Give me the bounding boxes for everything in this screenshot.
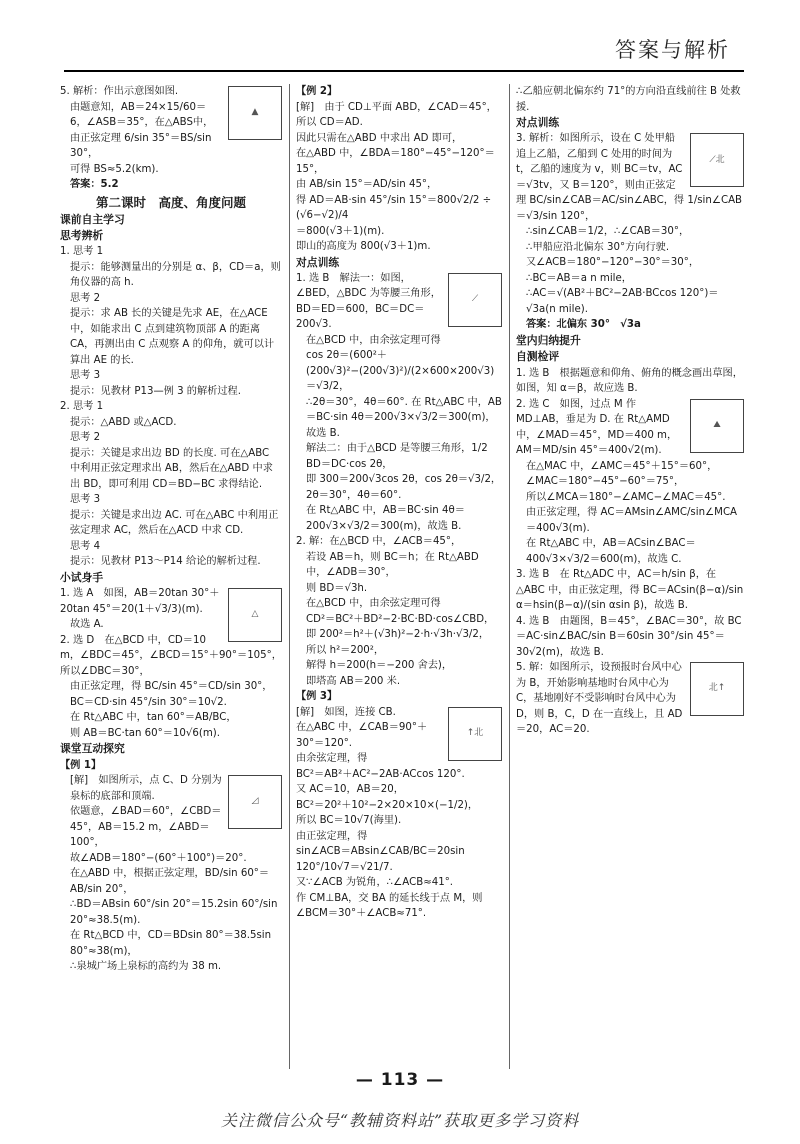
question-item: 2. 思考 1 bbox=[60, 401, 104, 413]
column-divider bbox=[289, 84, 290, 1069]
figure-ship-chase: ⟋北 bbox=[690, 133, 744, 187]
solution-line: 由题意知，AB＝24×15/60＝6，∠ASB＝35°，在△ABS中，由正弦定理 6/sin 35°＝BS/sin 30°， bbox=[70, 101, 214, 159]
solution-line: [解] 如图，连接 CB. bbox=[296, 706, 396, 718]
exercise-answer: 2. 解：在△BCD 中，∠ACB＝45°， bbox=[296, 536, 462, 548]
solution-line: sin∠ACB＝ABsin∠CAB/BC＝20sin 120°/10√7＝√21/7. bbox=[296, 846, 465, 873]
solution-line: 又∵∠ACB 为锐角，∴∠ACB≈41°. bbox=[296, 877, 454, 889]
solution-line: 由 AB/sin 15°＝AD/sin 45°， bbox=[296, 179, 438, 190]
section-heading: 课前自主学习 bbox=[60, 212, 125, 226]
solution-line: 若设 AB＝h，则 BC＝h；在 Rt△ABD 中，∠ADB＝30°， bbox=[306, 551, 479, 579]
exercise-answer: 5. 解：如图所示，设预报时台风中心为 B，开始影响基地时台风中心为 C，基地刚好不受影响时台风中心为 D，则 B，C，D 在一直线上，且 AD＝20，AC＝20. bbox=[516, 662, 683, 736]
hint-text: 提示：见教材 P13—例 3 的解析过程. bbox=[70, 385, 241, 397]
solution-line: 在△BCD 中，由余弦定理可得 bbox=[306, 598, 441, 610]
page-header-title: 答案与解析 bbox=[615, 38, 730, 62]
answer-5: 5. 解析：作出示意图如图. bbox=[60, 86, 179, 97]
header-rule bbox=[64, 70, 744, 72]
solution-line: 故选 B. bbox=[306, 427, 340, 439]
solution-line: ∴BD＝ABsin 60°/sin 20°＝15.2sin 60°/sin 20°≈38.5(m). bbox=[70, 899, 278, 926]
solution-line: [解] 由于 CD⊥平面 ABD，∠CAD＝45°， bbox=[296, 101, 497, 113]
column-1 bbox=[60, 84, 282, 1069]
hint-text: 提示：见教材 P13～P14 给论的解析过程. bbox=[70, 556, 261, 568]
column-2 bbox=[296, 84, 502, 1069]
solution-line: ∴sin∠CAB＝1/2，∴∠CAB＝30°， bbox=[526, 226, 690, 238]
subsection-heading: 思考辨析 bbox=[60, 228, 104, 242]
solution-line: 在△BCD 中，由余弦定理可得 bbox=[306, 334, 441, 346]
question-item: 1. 思考 1 bbox=[60, 246, 104, 258]
column-3 bbox=[516, 84, 744, 1069]
exercise-answer: 3. 解析：如图所示，设在 C 处甲船追上乙船，乙船到 C 处用的时间为 t，乙船的速度为 v，则 BC＝tv，AC＝√3tv，又 B＝120°，则由正弦定理 BC/sin∠CAB＝AC/sin∠ABC，得 1/sin∠CAB＝√3/sin 120°， bbox=[516, 133, 743, 222]
example-label: 【例 2】 bbox=[296, 86, 338, 97]
example-label: 【例 3】 bbox=[296, 691, 338, 703]
subsection-heading: 对点训练 bbox=[516, 116, 560, 129]
solution-line: ∴2θ＝30°，4θ＝60°. 在 Rt△ABC 中，AB＝BC·sin 4θ＝200√3×√3/2＝300(m)， bbox=[306, 396, 502, 424]
figure-triangle-30-45: △ bbox=[228, 588, 282, 642]
subsection-heading: 小试身手 bbox=[60, 570, 104, 584]
example-label: 【例 1】 bbox=[60, 759, 102, 771]
figure-typhoon: 北↑ bbox=[690, 662, 744, 716]
figure-mountain-angles: ⛰ bbox=[690, 399, 744, 453]
exercise-answer: 1. 选 B 根据题意和仰角、俯角的概念画出草图，如图，知 α＝β，故应选 B. bbox=[516, 367, 743, 395]
solution-line: 解得 h＝200(h＝−200 舍去)， bbox=[306, 660, 453, 672]
exercise-answer: 2. 选 C 如图，过点 M 作 MD⊥AB，垂足为 D. 在 Rt△AMD 中，∠MAD＝45°，MD＝400 m，AM＝MD/sin 45°＝400√2(m). bbox=[516, 398, 678, 457]
question-item: 思考 3 bbox=[70, 370, 101, 382]
solution-line: 由正弦定理，得 BC/sin 45°＝CD/sin 30°，BC＝CD·sin 45°/sin 30°＝10√2. bbox=[70, 681, 273, 708]
figure-tower-angles: ⟋ bbox=[448, 273, 502, 327]
solution-line: 可得 BS≈5.2(km). bbox=[70, 163, 159, 175]
hint-text: 提示：关键是求出边 BD 的长度. 可在△ABC 中利用正弦定理求出 AB，然后在△ABD 中求出 BD，即可利用 CD＝BD−BC 求得结论. bbox=[70, 447, 273, 490]
solution-line: cos 2θ＝(600²＋(200√3)²−(200√3)²)/(2×600×200√3)＝√3/2， bbox=[306, 350, 495, 393]
solution-line: 在△ABD 中，根据正弦定理，BD/sin 60°＝AB/sin 20°， bbox=[70, 868, 270, 895]
solution-line: ∴AC＝√(AB²＋BC²−2AB·BCcos 120°)＝√3a(n mile). bbox=[526, 288, 719, 315]
figure-fountain-triangle: ◿ bbox=[228, 775, 282, 829]
section-heading: 课堂互动探究 bbox=[60, 742, 125, 756]
answer-line: 答案：5.2 bbox=[70, 179, 119, 190]
solution-line: ∴甲船应沿北偏东 30°方向行驶. bbox=[526, 241, 670, 253]
solution-line: 又∠ACB＝180°−120°−30°＝30°， bbox=[526, 257, 700, 269]
exercise-answer: 4. 选 B 由题图，B＝45°，∠BAC＝30°，故 BC＝AC·sin∠BAC/sin B＝60sin 30°/sin 45°＝30√2(m)，故选 B. bbox=[516, 615, 742, 658]
hint-text: 提示：求 AB 长的关键是先求 AE，在△ACE 中，如能求出 C 点到建筑物顶部 A 的距离 CA，再测出由 C 点观察 A 的仰角，就可以计算出 AE 的长. bbox=[70, 308, 275, 366]
solution-line: [解] 如图所示，点 C、D 分别为泉标的底部和顶端. bbox=[70, 775, 222, 802]
exercise-answer: 1. 选 B 解法一：如图，∠BED，△BDC 为等腰三角形，BD＝ED＝600，BC＝DC＝200√3. bbox=[296, 272, 441, 331]
solution-line: 又 AC＝10，AB＝20， bbox=[296, 784, 404, 796]
solution-line: BC²＝20²＋10²−2×20×10×(−1/2)， bbox=[296, 799, 479, 811]
hint-text: 提示：△ABD 或△ACD. bbox=[70, 416, 177, 428]
solution-line: 在 Rt△ABC 中，AB＝ACsin∠BAC＝400√3×√3/2＝600(m)，故选 C. bbox=[526, 538, 696, 565]
solution-line: BC²＝AB²＋AC²−2AB·ACcos 120°. bbox=[296, 768, 465, 780]
solution-line: ∴BC＝AB＝a n mile， bbox=[526, 272, 632, 284]
solution-line: 即山的高度为 800(√3＋1)m. bbox=[296, 241, 431, 252]
question-item: 思考 2 bbox=[70, 432, 101, 444]
solution-line: 即 200²＝h²＋(√3h)²−2·h·√3h·√3/2， bbox=[306, 629, 490, 641]
solution-line: 在△MAC 中，∠AMC＝45°＋15°＝60°，∠MAC＝180°−45°−60°＝75°， bbox=[526, 460, 718, 488]
figure-triangle-abs: ▲ bbox=[228, 86, 282, 140]
solution-line: 在 Rt△BCD 中，CD＝BDsin 80°＝38.5sin 80°≈38(m)， bbox=[70, 930, 272, 957]
solution-line: 解法二：由于△BCD 是等腰三角形，1/2 BD＝DC·cos 2θ， bbox=[306, 443, 488, 470]
solution-line: 由余弦定理，得 bbox=[296, 753, 368, 765]
column-divider bbox=[509, 84, 510, 1069]
solution-line: 在 Rt△ABC 中，tan 60°＝AB/BC， bbox=[70, 712, 237, 724]
solution-line: 所以∠MCA＝180°−∠AMC−∠MAC＝45°. bbox=[526, 491, 726, 503]
solution-line: 所以 h²＝200²， bbox=[306, 644, 385, 656]
solution-line: CD²＝BC²＋BD²−2·BC·BD·cos∠CBD， bbox=[306, 613, 495, 625]
solution-line: 即塔高 AB＝200 米. bbox=[306, 675, 401, 687]
subsection-heading: 对点训练 bbox=[296, 255, 340, 269]
solution-line: ∴泉城广场上泉标的高约为 38 m. bbox=[70, 961, 222, 973]
lesson-title: 第二课时 高度、角度问题 bbox=[95, 194, 246, 210]
exercise-answer: 3. 选 B 在 Rt△ADC 中，AC＝h/sin β，在△ABC 中，由正弦定理，得 BC＝ACsin(β−α)/sin α＝hsin(β−α)/(sin αsin β)，故选 B. bbox=[516, 569, 744, 612]
solution-line: 依题意，∠BAD＝60°，∠CBD＝45°，AB＝15.2 m，∠ABD＝100°， bbox=[70, 806, 222, 849]
exercise-answer: 2. 选 D 在△BCD 中，CD＝10 m，∠BDC＝45°，∠BCD＝15°＋90°＝105°，所以∠DBC＝30°， bbox=[60, 634, 282, 677]
exercise-answer: 1. 选 A 如图，AB＝20tan 30°＋20tan 45°＝20(1＋√3/3)(m). bbox=[60, 588, 220, 615]
page-number: — 113 — bbox=[355, 1070, 445, 1090]
section-heading: 堂内归纳提升 bbox=[516, 333, 581, 347]
question-item: 思考 2 bbox=[70, 292, 101, 304]
footer-note: 关注微信公众号“教辅资料站”获取更多学习资料 bbox=[220, 1111, 580, 1130]
solution-line: 故∠ADB＝180°−(60°＋100°)＝20°. bbox=[70, 852, 247, 864]
solution-line: 在△ABC 中，∠CAB＝90°＋30°＝120°. bbox=[296, 722, 428, 749]
solution-line: 所以 CD＝AD. bbox=[296, 117, 363, 128]
answer-line: 答案：北偏东 30° √3a bbox=[526, 319, 641, 331]
solution-line: ∴乙船应朝北偏东约 71°的方向沿直线前往 B 处救援. bbox=[516, 86, 741, 113]
hint-text: 提示：关键是求出边 AC. 可在△ABC 中利用正弦定理求 AC，然后在△ACD 中求 CD. bbox=[70, 509, 279, 537]
figure-ship-bearing: ↑北 bbox=[448, 707, 502, 761]
solution-line: 则 BD＝√3h. bbox=[306, 582, 368, 594]
question-item: 思考 3 bbox=[70, 494, 101, 506]
solution-line: 因此只需在△ABD 中求出 AD 即可， bbox=[296, 132, 463, 144]
hint-text: 提示：能够测量出的分别是 α、β，CD＝a，则角仪器的高 h. bbox=[70, 261, 281, 289]
solution-line: ＝800(√3＋1)(m). bbox=[296, 225, 385, 237]
solution-line: 由正弦定理，得 bbox=[296, 830, 368, 842]
solution-line: 在△ABD 中，∠BDA＝180°−45°−120°＝15°， bbox=[296, 148, 495, 175]
solution-line: 即 300＝200√3cos 2θ，cos 2θ＝√3/2，2θ＝30°，4θ＝60°. bbox=[306, 474, 502, 501]
solution-line: 所以 BC＝10√7(海里). bbox=[296, 815, 402, 827]
solution-line: 得 AD＝AB·sin 45°/sin 15°＝800√2/2 ÷ (√6−√2)/4 bbox=[296, 194, 492, 221]
solution-line: 则 AB＝BC·tan 60°＝10√6(m). bbox=[70, 727, 220, 739]
solution-line: 由正弦定理，得 AC＝AMsin∠AMC/sin∠MCA＝400√3(m). bbox=[526, 507, 738, 534]
subsection-heading: 自测检评 bbox=[516, 350, 560, 364]
question-item: 思考 4 bbox=[70, 540, 101, 552]
solution-line: 在 Rt△ABC 中，AB＝BC·sin 4θ＝200√3×√3/2＝300(m)，故选 B. bbox=[306, 505, 465, 532]
solution-line: 作 CM⊥BA，交 BA 的延长线于点 M，则∠BCM＝30°＋∠ACB≈71°. bbox=[296, 892, 483, 920]
solution-line: 故选 A. bbox=[70, 619, 104, 631]
